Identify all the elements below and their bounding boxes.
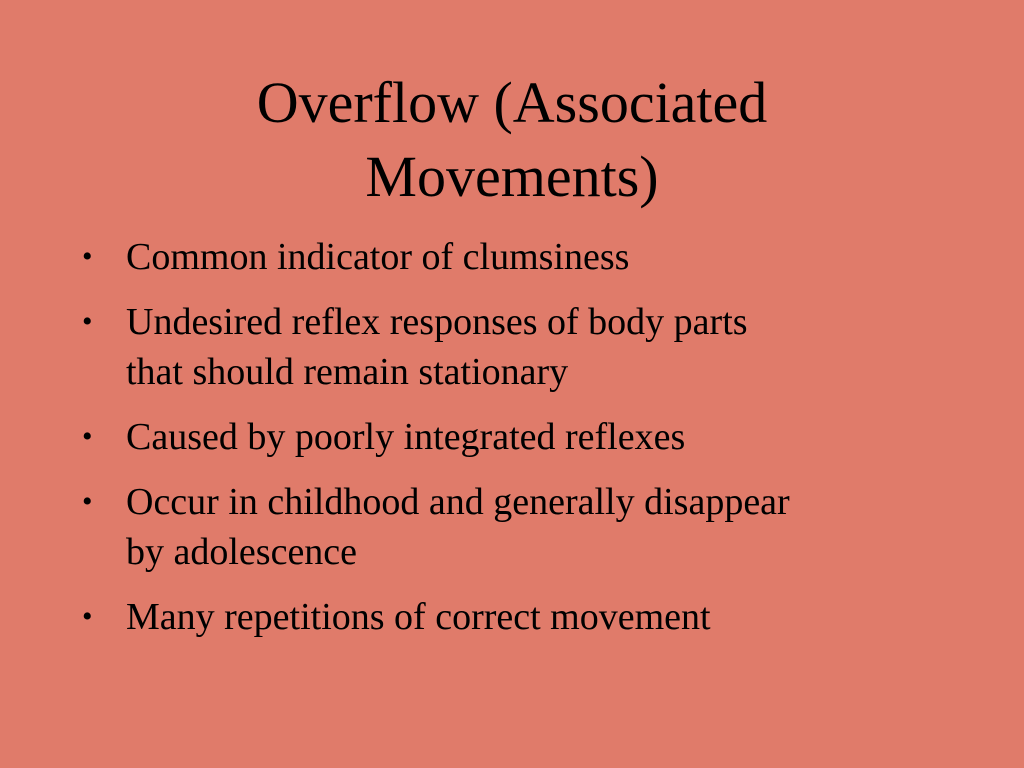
bullet-text-line-1: Undesired reflex responses of body parts	[126, 301, 748, 343]
slide-title-line-1: Overflow (Associated	[256, 70, 768, 135]
bullet-item	[82, 477, 942, 577]
bullet-item	[82, 232, 942, 282]
bullet-icon: •	[82, 240, 93, 273]
bullet-text: Many repetitions of correct movement	[126, 596, 711, 638]
bullet-text: Caused by poorly integrated reflexes	[126, 416, 686, 458]
bullet-list	[82, 232, 942, 657]
slide-title	[112, 66, 912, 214]
bullet-text-line-2: that should remain stationary	[126, 351, 569, 393]
bullet-item	[82, 297, 942, 397]
bullet-item	[82, 412, 942, 462]
bullet-icon: •	[82, 305, 93, 338]
bullet-item	[82, 592, 942, 642]
bullet-text-line-1: Occur in childhood and generally disappear	[126, 481, 790, 523]
bullet-icon: •	[82, 420, 93, 453]
bullet-text-line-2: by adolescence	[126, 531, 358, 573]
bullet-icon: •	[82, 485, 93, 518]
bullet-icon: •	[82, 600, 93, 633]
bullet-text: Common indicator of clumsiness	[126, 236, 630, 278]
slide-title-line-2: Movements)	[365, 144, 659, 209]
